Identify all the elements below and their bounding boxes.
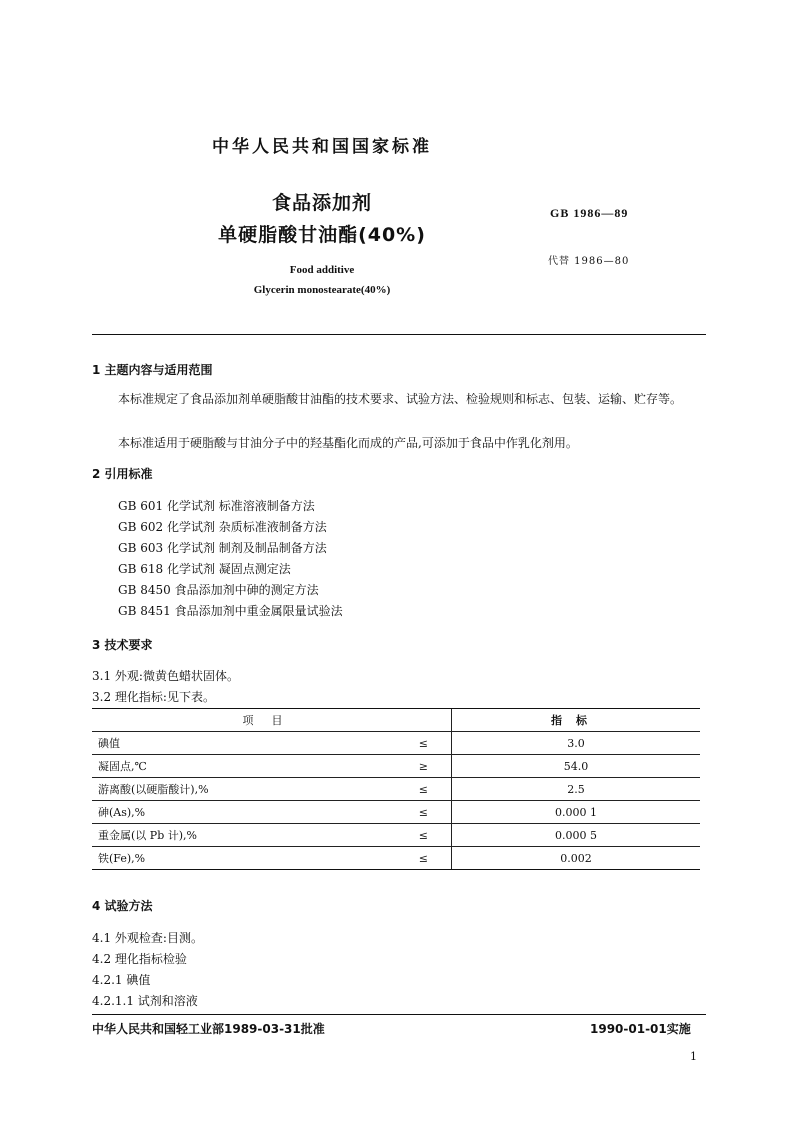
row-name: 碘值 [98,737,120,750]
section-1-heading: 1 主题内容与适用范围 [92,363,213,377]
item-4-2-1: 4.2.1 碘值 [92,973,151,987]
row-name: 砷(As),% [98,806,146,819]
reference-standard: GB 603 化学试剂 制剂及制品制备方法 [118,541,327,555]
section-4-heading: 4 试验方法 [92,899,153,913]
table-row [92,755,700,778]
footer-divider [92,1014,706,1015]
item-4-1: 4.1 外观检查:目测。 [92,931,203,945]
table-row [92,732,700,755]
item-3-2: 3.2 理化指标:见下表。 [92,690,215,704]
row-name: 凝固点,℃ [98,760,147,773]
reference-standard: GB 602 化学试剂 杂质标准液制备方法 [118,520,327,534]
row-relation: ≥ [418,760,428,773]
row-value: 0.000 1 [452,801,701,824]
section-2-heading: 2 引用标准 [92,467,153,481]
section-3-heading: 3 技术要求 [92,638,153,652]
row-value: 0.002 [452,847,701,870]
replaces-standard: 代替 1986—80 [548,256,630,267]
table-row [92,778,700,801]
reference-standard: GB 618 化学试剂 凝固点测定法 [118,562,291,576]
row-relation: ≤ [418,829,428,842]
specification-table [92,708,700,870]
section-1-paragraph-2: 本标准适用于硬脂酸与甘油分子中的羟基酯化而成的产品,可添加于食品中作乳化剂用。 [118,436,578,450]
table-header-row [92,709,700,732]
table-row [92,847,700,870]
row-relation: ≤ [418,737,428,750]
title-line-1: 食品添加剂 [271,192,372,214]
english-title-line-1: Food additive [289,264,355,276]
row-value: 2.5 [452,778,701,801]
title-line-2: 单硬脂酸甘油酯(40%) [218,224,426,246]
table-header-item: 项目 [92,709,452,732]
item-4-2: 4.2 理化指标检验 [92,952,187,966]
row-value: 0.000 5 [452,824,701,847]
row-relation: ≤ [418,783,428,796]
table-header-value: 指标 [452,709,701,732]
table-row [92,824,700,847]
row-relation: ≤ [418,852,428,865]
english-title-line-2: Glycerin monostearate(40%) [253,284,391,296]
row-value: 3.0 [452,732,701,755]
reference-standard: GB 601 化学试剂 标准溶液制备方法 [118,499,315,513]
effective-date: 1990-01-01实施 [590,1022,691,1036]
table-row [92,801,700,824]
item-4-2-1-1: 4.2.1.1 试剂和溶液 [92,994,198,1008]
row-name: 重金属(以 Pb 计),% [98,829,197,842]
approval-date: 中华人民共和国轻工业部1989-03-31批准 [92,1022,325,1036]
row-relation: ≤ [418,806,428,819]
row-value: 54.0 [452,755,701,778]
row-name: 铁(Fe),% [98,852,146,865]
reference-standard: GB 8451 食品添加剂中重金属限量试验法 [118,604,343,618]
header-divider [92,334,706,335]
section-1-paragraph-1: 本标准规定了食品添加剂单硬脂酸甘油酯的技术要求、试验方法、检验规则和标志、包装、运输、贮存等。 [118,392,683,406]
item-3-1: 3.1 外观:微黄色蜡状固体。 [92,669,239,683]
national-standard-heading: 中华人民共和国国家标准 [212,137,432,157]
reference-standard: GB 8450 食品添加剂中砷的测定方法 [118,583,319,597]
row-name: 游离酸(以硬脂酸计),% [98,783,209,796]
page-number: 1 [690,1050,697,1063]
standard-number: GB 1986—89 [550,206,629,220]
